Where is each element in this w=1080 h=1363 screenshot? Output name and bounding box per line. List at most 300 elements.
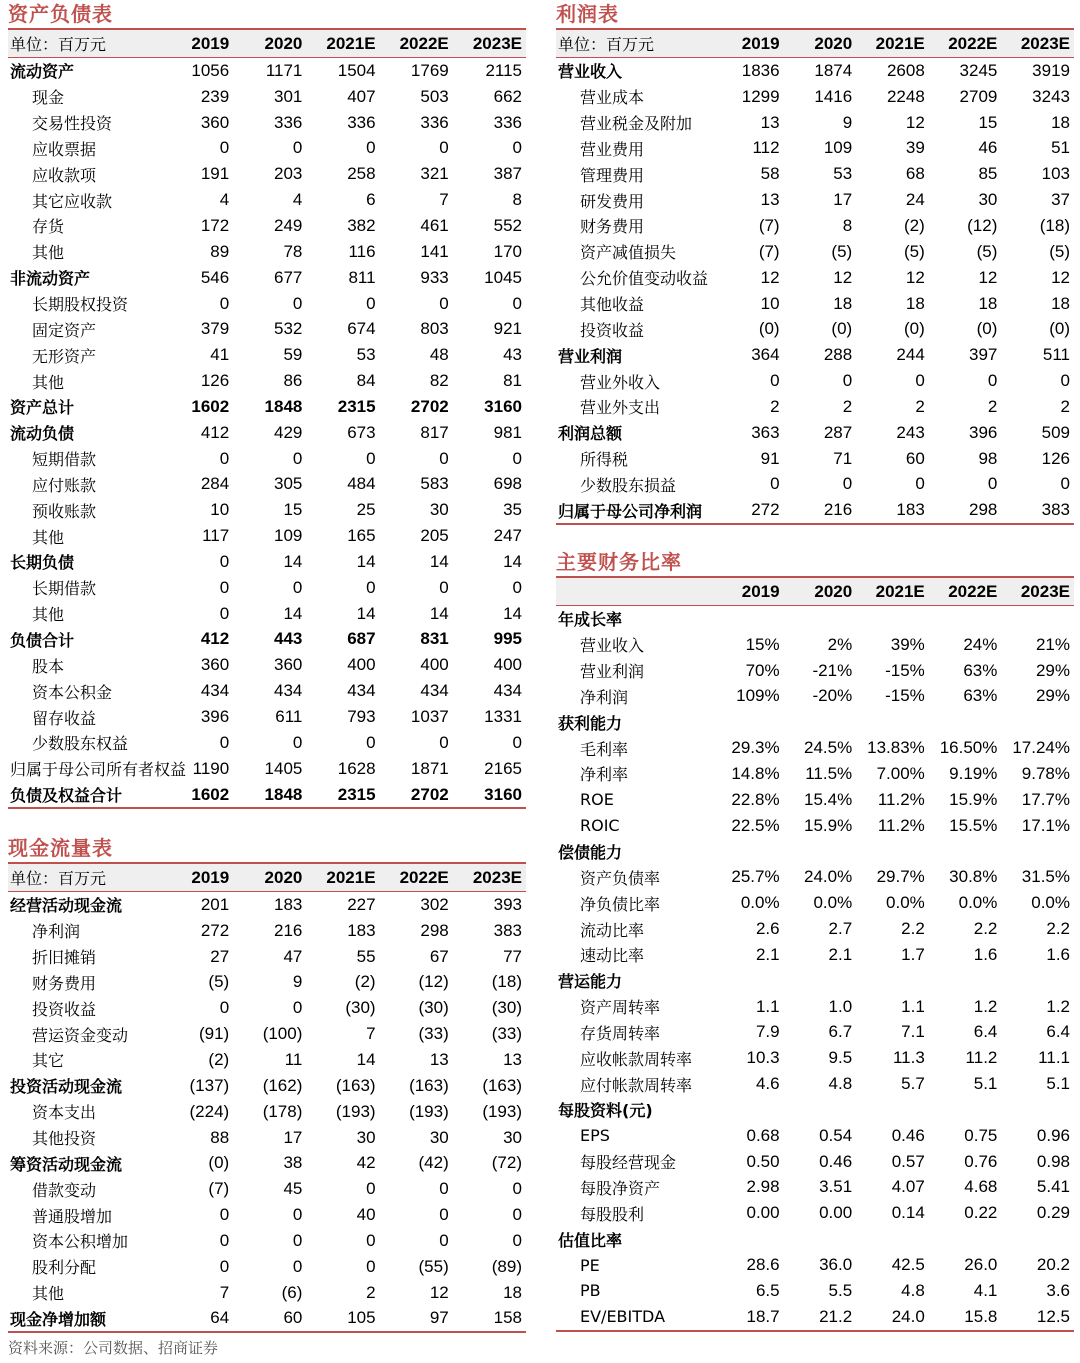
cell-value: 68 xyxy=(905,164,925,184)
row-label: 其他 xyxy=(32,605,65,625)
cell-value: 0 xyxy=(219,448,230,468)
header-row xyxy=(556,29,1074,58)
cell-value: 288 xyxy=(823,345,853,365)
table-row xyxy=(556,1071,1074,1097)
table-row xyxy=(556,1149,1074,1175)
cell-value: 674 xyxy=(347,319,376,339)
cell-value: 1.1 xyxy=(901,996,925,1016)
cell-value: 1331 xyxy=(484,707,522,727)
cell-value: 1.6 xyxy=(1046,944,1070,964)
cell-value: 2.98 xyxy=(746,1177,780,1197)
cell-value: 5.5 xyxy=(828,1280,853,1300)
cell-value: 673 xyxy=(347,422,376,442)
table-row xyxy=(556,213,1074,239)
cell-value: 39 xyxy=(905,138,925,158)
cell-value: 9.5 xyxy=(828,1048,853,1068)
cell-value: 15.9% xyxy=(803,815,853,835)
cell-value: 7.9 xyxy=(755,1022,780,1042)
cell-value: 2702 xyxy=(410,396,449,416)
cell-value: 0.00 xyxy=(819,1203,853,1223)
table-row xyxy=(8,1073,526,1099)
cell-value: 205 xyxy=(420,526,449,546)
cell-value: (0) xyxy=(976,319,998,339)
cell-value: 511 xyxy=(1042,345,1070,365)
cell-value: 15 xyxy=(283,500,303,520)
cell-value: 30 xyxy=(503,1127,522,1147)
year-header: 2021E xyxy=(306,863,379,892)
cell-value: (100) xyxy=(262,1024,303,1044)
cell-value: 12 xyxy=(978,267,998,287)
cell-value: 2702 xyxy=(380,782,453,809)
cell-value xyxy=(1001,606,1074,632)
cell-value: 42 xyxy=(356,1153,376,1173)
cell-value: 17.1% xyxy=(1021,815,1070,835)
table-row xyxy=(8,394,526,420)
cell-value: 10 xyxy=(210,500,230,520)
cash-flow-title: 现金流量表 xyxy=(8,836,113,860)
row-label: 预收账款 xyxy=(32,501,97,521)
year-header: 2022E xyxy=(380,863,453,892)
cell-value: 17 xyxy=(833,190,853,210)
header-row xyxy=(8,29,526,58)
cell-value: 434 xyxy=(493,681,522,701)
cell-value: 11.3 xyxy=(892,1048,925,1068)
cell-value: 60 xyxy=(233,1306,306,1333)
cell-value: 0 xyxy=(770,371,780,391)
row-label: 负债及权益合计 xyxy=(8,782,160,809)
cell-value: (5) xyxy=(1049,241,1070,261)
row-label: 长期负债 xyxy=(10,553,75,573)
cell-value: 227 xyxy=(347,894,376,914)
row-label: 净负债比率 xyxy=(580,894,661,914)
table-row xyxy=(8,730,526,756)
cell-value: 17 xyxy=(283,1127,303,1147)
table-row xyxy=(8,1021,526,1047)
cell-value: 6 xyxy=(366,190,376,210)
cell-value: 22.8% xyxy=(731,789,780,809)
cell-value: 116 xyxy=(348,241,376,261)
cell-value: 5.41 xyxy=(1036,1177,1070,1197)
table-row xyxy=(556,420,1074,446)
cell-value: (89) xyxy=(491,1256,522,1276)
cell-value: (2) xyxy=(208,1049,230,1069)
cell-value: 0 xyxy=(219,551,230,571)
row-label: 应付帐款周转率 xyxy=(580,1075,693,1095)
table-row xyxy=(556,446,1074,472)
table-row xyxy=(8,995,526,1021)
cell-value: 183 xyxy=(274,894,303,914)
cell-value: 81 xyxy=(503,371,522,391)
cell-value: 0 xyxy=(512,448,522,468)
cell-value: (18) xyxy=(491,972,522,992)
row-label: 存货周转率 xyxy=(580,1023,661,1043)
table-row xyxy=(8,678,526,704)
table-row xyxy=(556,761,1074,787)
cell-value: 9.19% xyxy=(949,763,998,783)
cell-value: 12 xyxy=(905,267,925,287)
cell-value: 21.2 xyxy=(784,1304,857,1331)
cell-value: 2315 xyxy=(337,396,376,416)
table-row xyxy=(8,1254,526,1280)
cell-value: 8 xyxy=(512,190,522,210)
cell-value: 0 xyxy=(366,577,376,597)
cell-value: 2315 xyxy=(306,782,379,809)
row-label: PB xyxy=(580,1281,601,1301)
balance-sheet-title: 资产负债表 xyxy=(8,2,113,26)
cell-value: 484 xyxy=(347,474,376,494)
table-row xyxy=(556,187,1074,213)
cell-value: 301 xyxy=(274,86,303,106)
cell-value: 443 xyxy=(274,629,303,649)
cell-value: (0) xyxy=(758,319,780,339)
row-label: 财务费用 xyxy=(32,973,97,993)
row-label: 每股经营现金 xyxy=(580,1153,677,1173)
cell-value: 7.00% xyxy=(876,763,925,783)
cell-value: 0 xyxy=(512,1205,522,1225)
cell-value: (0) xyxy=(208,1153,230,1173)
cell-value: (5) xyxy=(208,972,230,992)
row-label: 借款变动 xyxy=(32,1180,97,1200)
cell-value: 412 xyxy=(200,422,230,442)
cell-value: 22.5% xyxy=(731,815,780,835)
row-label: 折旧摊销 xyxy=(32,948,97,968)
cell-value: 12 xyxy=(1051,267,1070,287)
cell-value: 2.1 xyxy=(828,944,853,964)
cell-value: 1299 xyxy=(741,86,780,106)
cell-value: 803 xyxy=(420,319,449,339)
cell-value: 3919 xyxy=(1032,60,1070,80)
cell-value xyxy=(856,1097,929,1123)
cell-value: (55) xyxy=(418,1256,449,1276)
cell-value: 0 xyxy=(987,371,998,391)
cell-value: 4.68 xyxy=(964,1177,998,1197)
row-label: EV/EBITDA xyxy=(556,1304,711,1331)
cell-value: 1504 xyxy=(337,60,376,80)
cell-value: 27 xyxy=(210,946,230,966)
row-label: 其它应收款 xyxy=(32,191,113,211)
table-row xyxy=(556,658,1074,684)
table-row xyxy=(8,601,526,627)
header-row xyxy=(8,863,526,892)
cell-value: 201 xyxy=(200,894,230,914)
cell-value: 77 xyxy=(503,946,522,966)
cell-value: -21% xyxy=(812,660,853,680)
cell-value: 59 xyxy=(283,345,303,365)
cell-value: 9.78% xyxy=(1021,763,1070,783)
cell-value: 21% xyxy=(1035,634,1070,654)
unit-label xyxy=(556,577,711,606)
cell-value xyxy=(1001,1097,1074,1123)
row-label: 投资收益 xyxy=(580,320,645,340)
cell-value: 42.5 xyxy=(891,1255,925,1275)
financial-ratios-panel xyxy=(556,548,1074,1332)
cell-value: 18 xyxy=(905,293,925,313)
cell-value xyxy=(856,709,929,735)
cell-value: 336 xyxy=(493,112,522,132)
cell-value: 37 xyxy=(1051,190,1070,210)
row-label: 负债合计 xyxy=(10,630,75,650)
row-label: 非流动资产 xyxy=(10,269,91,289)
table-row xyxy=(556,84,1074,110)
cell-value: 6.7 xyxy=(828,1022,853,1042)
table-row xyxy=(8,446,526,472)
cell-value: 0.0% xyxy=(886,893,925,913)
cell-value: 0 xyxy=(366,293,376,313)
row-label: 营业成本 xyxy=(580,88,645,108)
row-label: 存货 xyxy=(32,217,65,237)
cell-value: 17.7% xyxy=(1021,789,1070,809)
table-row xyxy=(8,342,526,368)
cell-value: (12) xyxy=(418,972,449,992)
cell-value: 10.3 xyxy=(746,1048,780,1068)
cell-value: 117 xyxy=(202,526,230,546)
cell-value: 109% xyxy=(736,686,780,706)
cell-value: 15.8 xyxy=(929,1304,1002,1331)
cell-value: 58 xyxy=(760,164,780,184)
cell-value: 364 xyxy=(751,345,780,365)
year-header: 2020 xyxy=(784,29,857,58)
row-label: 流动比率 xyxy=(580,920,645,940)
cell-value: 321 xyxy=(420,164,449,184)
cell-value: (42) xyxy=(418,1153,449,1173)
cell-value: 170 xyxy=(493,241,522,261)
cell-value: 0.46 xyxy=(819,1151,853,1171)
cell-value: 91 xyxy=(760,448,780,468)
cell-value: 0 xyxy=(292,293,303,313)
cell-value: 546 xyxy=(200,267,230,287)
cell-value: 172 xyxy=(200,215,230,235)
cell-value: 0.0% xyxy=(1031,893,1070,913)
cell-value: 12 xyxy=(905,112,925,132)
table-row xyxy=(556,1097,1074,1123)
cell-value: 0.76 xyxy=(964,1151,998,1171)
cell-value: 0 xyxy=(439,732,449,752)
cell-value: 216 xyxy=(274,920,303,940)
row-label: 现金 xyxy=(32,88,65,108)
table-row xyxy=(8,84,526,110)
cell-value: 393 xyxy=(493,894,522,914)
row-label: 速动比率 xyxy=(580,946,645,966)
table-row xyxy=(556,709,1074,735)
row-label: 资本公积增加 xyxy=(32,1232,129,1252)
row-label: 应付账款 xyxy=(32,475,97,495)
cell-value: 7 xyxy=(219,1282,230,1302)
cell-value: 921 xyxy=(493,319,522,339)
cell-value: 47 xyxy=(283,946,303,966)
row-label: 少数股东损益 xyxy=(580,475,677,495)
row-label: 净利润 xyxy=(32,922,81,942)
cell-value xyxy=(1001,839,1074,865)
cell-value: 0 xyxy=(512,1179,522,1199)
row-label: 资产周转率 xyxy=(580,998,661,1018)
cell-value: 2 xyxy=(987,396,998,416)
cell-value: 434 xyxy=(347,681,376,701)
cell-value: 67 xyxy=(429,946,449,966)
financial-ratios-table xyxy=(556,576,1074,1332)
cell-value: 397 xyxy=(969,345,998,365)
table-row xyxy=(556,1020,1074,1046)
cell-value: 18 xyxy=(1051,293,1070,313)
cell-value: 14 xyxy=(429,603,449,623)
cell-value: 379 xyxy=(200,319,230,339)
row-label: 普通股增加 xyxy=(32,1206,113,1226)
cell-value: 0 xyxy=(512,577,522,597)
cell-value: 0 xyxy=(292,998,303,1018)
row-label: 研发费用 xyxy=(580,191,645,211)
table-row xyxy=(8,239,526,265)
cell-value: 1848 xyxy=(264,396,303,416)
cell-value xyxy=(929,839,1002,865)
cell-value: 0 xyxy=(219,998,230,1018)
cell-value xyxy=(711,606,784,632)
cell-value: 165 xyxy=(347,526,376,546)
table-row xyxy=(8,1125,526,1151)
cell-value: 24.0% xyxy=(803,867,853,887)
cell-value: 2709 xyxy=(959,86,998,106)
year-header: 2022E xyxy=(929,577,1002,606)
cell-value xyxy=(711,839,784,865)
cell-value: 53 xyxy=(356,345,376,365)
cell-value: 2 xyxy=(842,396,853,416)
cell-value: 0 xyxy=(219,138,230,158)
table-row xyxy=(8,918,526,944)
cell-value: (224) xyxy=(189,1101,230,1121)
cell-value: (2) xyxy=(904,215,925,235)
cell-value: 14 xyxy=(503,603,522,623)
cell-value: 5.1 xyxy=(1046,1074,1070,1094)
cell-value: 16.50% xyxy=(939,738,998,758)
cell-value: 434 xyxy=(274,681,303,701)
row-label: 营运能力 xyxy=(558,972,623,992)
cell-value: 12 xyxy=(833,267,853,287)
cell-value xyxy=(1001,709,1074,735)
cell-value: 677 xyxy=(274,267,303,287)
row-label: 其他投资 xyxy=(32,1129,97,1149)
cell-value: 995 xyxy=(493,629,522,649)
cell-value: 429 xyxy=(274,422,303,442)
year-header: 2022E xyxy=(929,29,1002,58)
cell-value: 31.5% xyxy=(1021,867,1070,887)
cell-value: (5) xyxy=(976,241,998,261)
table-row xyxy=(556,394,1074,420)
unit-label: 单位：百万元 xyxy=(556,29,711,58)
cell-value: 1.6 xyxy=(973,944,998,964)
row-label: 短期借款 xyxy=(32,450,97,470)
cell-value: 103 xyxy=(1041,164,1070,184)
cell-value xyxy=(711,968,784,994)
row-label: 归属于母公司所有者权益 xyxy=(10,760,187,780)
cell-value: 396 xyxy=(200,707,230,727)
cell-value: 12 xyxy=(429,1282,449,1302)
table-row xyxy=(556,916,1074,942)
cell-value: 0.98 xyxy=(1036,1151,1070,1171)
year-header: 2023E xyxy=(1001,29,1074,58)
year-header: 2021E xyxy=(306,29,379,58)
table-row xyxy=(8,161,526,187)
year-header: 2020 xyxy=(233,29,306,58)
row-label: 其他 xyxy=(32,243,65,263)
cell-value: 71 xyxy=(833,448,853,468)
cell-value: 272 xyxy=(711,497,784,524)
year-header: 2020 xyxy=(233,863,306,892)
cell-value: 11 xyxy=(284,1049,303,1069)
cell-value: 24% xyxy=(963,634,998,654)
row-label: 净利润 xyxy=(580,687,629,707)
cell-value: 12.5 xyxy=(1001,1304,1074,1331)
cell-value: 15.5% xyxy=(949,815,998,835)
cell-value: 46 xyxy=(978,138,998,158)
table-row xyxy=(8,756,526,782)
cell-value: 18.7 xyxy=(711,1304,784,1331)
cell-value: 0 xyxy=(770,474,780,494)
cell-value: (7) xyxy=(758,215,780,235)
cell-value: 383 xyxy=(493,920,522,940)
cell-value: 39% xyxy=(890,634,925,654)
cell-value: (163) xyxy=(482,1075,522,1095)
cell-value: 2.2 xyxy=(901,919,925,939)
cell-value xyxy=(784,839,857,865)
year-header: 2023E xyxy=(453,29,526,58)
row-label: 营业收入 xyxy=(558,62,623,82)
cell-value: 981 xyxy=(493,422,522,442)
cell-value: 15.9% xyxy=(949,789,998,809)
cell-value: 305 xyxy=(274,474,303,494)
cell-value: 0 xyxy=(987,474,998,494)
cell-value: 0 xyxy=(842,474,853,494)
cell-value: 24.0 xyxy=(856,1304,929,1331)
row-label: 应收款项 xyxy=(32,165,97,185)
cell-value: 183 xyxy=(856,497,929,524)
cell-value: 25 xyxy=(356,500,376,520)
table-row xyxy=(8,944,526,970)
cell-value: 2115 xyxy=(485,60,522,80)
cell-value: 0 xyxy=(292,732,303,752)
cell-value: 3160 xyxy=(453,782,526,809)
income-statement-panel xyxy=(556,0,1074,525)
cell-value: 0.96 xyxy=(1036,1125,1070,1145)
cell-value: 15.4% xyxy=(803,789,853,809)
cell-value: 1871 xyxy=(410,758,449,778)
cell-value: 18 xyxy=(833,293,853,313)
cell-value: 1.1 xyxy=(755,996,780,1016)
row-label: 所得税 xyxy=(580,450,629,470)
cell-value: (7) xyxy=(208,1179,230,1199)
cell-value xyxy=(784,606,857,632)
row-label: 营业外收入 xyxy=(580,372,661,392)
cell-value: (162) xyxy=(262,1075,303,1095)
cell-value xyxy=(856,839,929,865)
cell-value: 583 xyxy=(420,474,449,494)
cell-value: 216 xyxy=(784,497,857,524)
row-label: 财务费用 xyxy=(580,217,645,237)
cell-value: 272 xyxy=(200,920,230,940)
cell-value: 86 xyxy=(283,371,303,391)
table-row xyxy=(8,420,526,446)
row-label: 利润总额 xyxy=(558,424,623,444)
row-label: 少数股东权益 xyxy=(32,734,129,754)
cell-value: 0.54 xyxy=(819,1125,853,1145)
cell-value: (193) xyxy=(482,1101,522,1121)
cell-value: 82 xyxy=(429,371,449,391)
cell-value: 434 xyxy=(420,681,449,701)
cell-value: 25.7% xyxy=(731,867,780,887)
cell-value: 203 xyxy=(274,164,303,184)
cell-value: 1769 xyxy=(410,60,449,80)
cell-value: 45 xyxy=(283,1179,303,1199)
cell-value: 60 xyxy=(905,448,925,468)
cell-value: 0 xyxy=(366,1179,376,1199)
unit-label: 单位：百万元 xyxy=(8,29,160,58)
